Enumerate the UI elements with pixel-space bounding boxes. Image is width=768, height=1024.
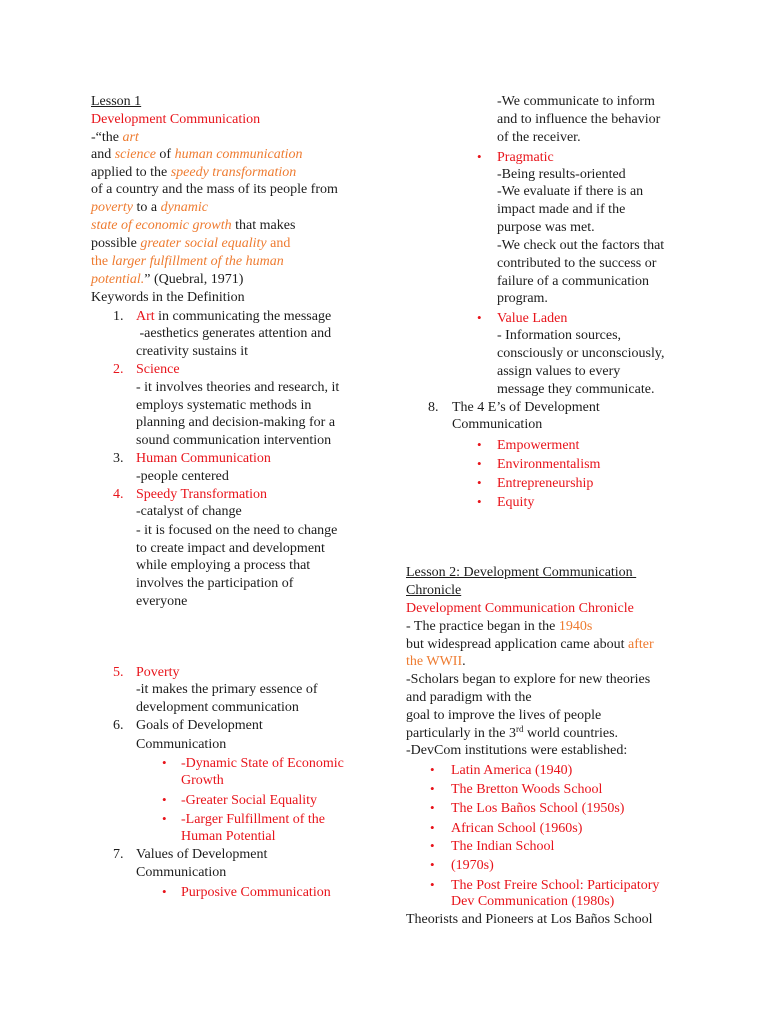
bullet-marker: • — [430, 762, 435, 777]
keyword-description: while employing a process that — [136, 558, 311, 573]
value-bullet — [477, 309, 567, 327]
keyword-description: everyone — [136, 594, 188, 609]
keyword-description: involves the participation of — [136, 576, 294, 591]
lesson1-heading: Lesson 1 — [91, 94, 142, 109]
institution-text: (1970s) — [451, 858, 494, 873]
list-number: 8. — [428, 400, 439, 415]
paragraph-line: -Scholars began to explore for new theories — [406, 672, 651, 687]
goal-text: Growth — [181, 773, 224, 788]
four-es-text: Equity — [497, 495, 535, 510]
bullet-marker: • — [430, 800, 435, 815]
value-description: and to influence the behavior — [497, 112, 661, 127]
list-number: 3. — [113, 451, 124, 466]
value-description: -We check out the factors that — [497, 238, 665, 253]
keyword-item-human-communication — [113, 450, 271, 468]
institution-text: The Indian School — [451, 839, 555, 854]
definition-line — [91, 253, 284, 271]
goal-bullet — [162, 754, 344, 772]
definition-term: and — [266, 236, 291, 251]
four-es-text: Entrepreneurship — [497, 476, 594, 491]
definition-line — [91, 271, 243, 289]
four-es-text: Empowerment — [497, 438, 580, 453]
definition-line — [91, 199, 208, 217]
definition-term: human communication — [174, 147, 303, 162]
bullet-marker: • — [477, 456, 482, 471]
closing-line: Theorists and Pioneers at Los Baños School — [406, 912, 653, 927]
value-description: assign values to every — [497, 364, 621, 379]
bullet-marker: • — [430, 838, 435, 853]
institution-bullet — [430, 856, 494, 874]
keyword-label: Science — [136, 362, 180, 377]
definition-line — [91, 235, 290, 253]
bullet-marker: • — [162, 811, 167, 826]
keyword-description: - it involves theories and research, it — [136, 380, 340, 395]
institution-bullet — [430, 761, 572, 779]
keywords-heading: Keywords in the Definition — [91, 290, 245, 305]
definition-text: and — [91, 147, 115, 162]
lesson2-title: Development Communication Chronicle — [406, 601, 634, 616]
keyword-label: Speedy Transformation — [136, 487, 268, 502]
lesson1-title: Development Communication — [91, 112, 261, 127]
lesson2-heading: Lesson 2: Development Communication — [406, 565, 637, 580]
value-label: Purposive Communication — [181, 885, 331, 900]
paragraph-line — [406, 636, 654, 654]
keyword-description: employs systematic methods in — [136, 398, 312, 413]
item-heading: Communication — [136, 865, 227, 880]
goal-text: -Larger Fulfillment of the — [181, 812, 325, 827]
value-description: message they communicate. — [497, 382, 655, 397]
definition-term: potential. — [91, 272, 145, 287]
item-heading: Communication — [452, 417, 543, 432]
ordinal-superscript: rd — [516, 724, 524, 734]
list-number: 4. — [113, 487, 124, 502]
institution-text: The Post Freire School: Participatory — [451, 878, 660, 893]
definition-line — [91, 217, 295, 235]
value-description: program. — [497, 291, 548, 306]
paragraph-text: but widespread application came about — [406, 637, 628, 652]
value-bullet — [162, 883, 331, 901]
definition-text: of — [155, 147, 175, 162]
bullet-marker: • — [430, 781, 435, 796]
keyword-item-speedy-transformation — [113, 486, 267, 504]
list-number: 1. — [113, 309, 124, 324]
keyword-description: -catalyst of change — [136, 504, 242, 519]
definition-text: of a country and the mass of its people from — [91, 182, 338, 197]
goal-text: -Dynamic State of Economic — [181, 756, 344, 771]
keyword-item-science — [113, 361, 180, 379]
bullet-marker: • — [477, 149, 482, 164]
bullet-marker: • — [477, 437, 482, 452]
definition-line — [91, 146, 303, 164]
institution-text: Latin America (1940) — [451, 763, 573, 778]
definition-text: that makes — [231, 218, 296, 233]
bullet-marker: • — [162, 792, 167, 807]
keyword-label-rest: in communicating the message — [154, 309, 332, 324]
keyword-description: planning and decision-making for a — [136, 415, 336, 430]
bullet-marker: • — [430, 820, 435, 835]
four-es-bullet — [477, 436, 579, 454]
paragraph-highlight: after — [627, 637, 654, 652]
bullet-marker: • — [477, 494, 482, 509]
value-description: -We evaluate if there is an — [497, 184, 644, 199]
bullet-marker: • — [477, 475, 482, 490]
paragraph-highlight: the WWII — [406, 654, 463, 669]
definition-term: dynamic — [160, 200, 209, 215]
keyword-item-art — [113, 308, 331, 326]
list-number: 2. — [113, 362, 124, 377]
keyword-item-four-es — [428, 399, 600, 417]
value-description: -Being results-oriented — [497, 167, 626, 182]
keyword-label: Poverty — [136, 665, 180, 680]
keyword-item-values — [113, 846, 267, 864]
definition-line — [91, 164, 296, 182]
institution-bullet — [430, 837, 554, 855]
keyword-description: development communication — [136, 700, 299, 715]
value-bullet — [477, 148, 554, 166]
keyword-description: sound communication intervention — [136, 433, 332, 448]
bullet-marker: • — [477, 310, 482, 325]
institution-bullet — [430, 799, 624, 817]
institution-bullet — [430, 876, 659, 894]
institution-text: African School (1960s) — [451, 821, 583, 836]
definition-citation: ” (Quebral, 1971) — [144, 272, 244, 287]
paragraph-highlight: 1940s — [558, 619, 593, 634]
institution-text: The Los Baños School (1950s) — [451, 801, 625, 816]
paragraph-text: . — [462, 654, 466, 669]
paragraph-line — [406, 653, 466, 671]
item-heading: The 4 E’s of Development — [452, 400, 600, 415]
definition-line — [91, 181, 338, 199]
institution-bullet — [430, 819, 582, 837]
definition-term: poverty — [91, 200, 133, 215]
definition-term: larger fulfillment of the human — [111, 254, 284, 269]
list-number: 6. — [113, 718, 124, 733]
paragraph-text: world countries. — [523, 726, 619, 741]
definition-term: the — [91, 254, 112, 269]
keyword-description: -aesthetics generates attention and — [136, 326, 332, 341]
definition-line — [91, 129, 139, 147]
definition-text: possible — [91, 236, 141, 251]
four-es-bullet — [477, 455, 600, 473]
bullet-marker: • — [430, 857, 435, 872]
keyword-description: -it makes the primary essence of — [136, 682, 318, 697]
paragraph-text: particularly in the 3 — [406, 726, 517, 741]
definition-term: science — [114, 147, 156, 162]
goal-bullet — [162, 791, 317, 809]
value-description: failure of a communication — [497, 274, 649, 289]
goal-bullet — [162, 810, 325, 828]
goal-text: Human Potential — [181, 829, 276, 844]
item-heading: Values of Development — [136, 847, 268, 862]
keyword-item-goals — [113, 717, 263, 735]
definition-term: greater social equality — [140, 236, 267, 251]
list-number: 7. — [113, 847, 124, 862]
item-heading: Goals of Development — [136, 718, 263, 733]
keyword-label: Human Communication — [136, 451, 271, 466]
value-description: purpose was met. — [497, 220, 595, 235]
item-heading: Communication — [136, 737, 227, 752]
definition-term: speedy transformation — [170, 165, 297, 180]
bullet-marker: • — [162, 755, 167, 770]
institution-text: Dev Communication (1980s) — [451, 894, 615, 909]
paragraph-line — [406, 618, 592, 636]
keyword-description: - it is focused on the need to change — [136, 523, 338, 538]
lesson2-heading: Chronicle — [406, 583, 462, 598]
definition-text: to a — [132, 200, 161, 215]
goal-text: -Greater Social Equality — [181, 793, 318, 808]
paragraph-line — [406, 725, 618, 743]
keyword-description: to create impact and development — [136, 541, 325, 556]
paragraph-line: -DevCom institutions were established: — [406, 743, 628, 758]
value-description: contributed to the success or — [497, 256, 657, 271]
keyword-label: Art — [136, 309, 155, 324]
paragraph-line: and paradigm with the — [406, 690, 532, 705]
definition-text: applied to the — [91, 165, 171, 180]
value-label: Pragmatic — [497, 150, 554, 165]
institution-text: The Bretton Woods School — [451, 782, 603, 797]
value-description: consciously or unconsciously, — [497, 346, 665, 361]
value-description: impact made and if the — [497, 202, 626, 217]
keyword-item-poverty — [113, 664, 180, 682]
institution-bullet — [430, 780, 602, 798]
value-description: of the receiver. — [497, 130, 581, 145]
paragraph-text: - The practice began in the — [406, 619, 559, 634]
bullet-marker: • — [430, 877, 435, 892]
keyword-description: -people centered — [136, 469, 229, 484]
bullet-marker: • — [162, 884, 167, 899]
paragraph-line: goal to improve the lives of people — [406, 708, 602, 723]
four-es-text: Environmentalism — [497, 457, 601, 472]
value-description: - Information sources, — [497, 328, 622, 343]
value-label: Value Laden — [497, 311, 568, 326]
keyword-description: creativity sustains it — [136, 344, 248, 359]
list-number: 5. — [113, 665, 124, 680]
definition-text: -“the — [91, 130, 123, 145]
value-description: -We communicate to inform — [497, 94, 655, 109]
four-es-bullet — [477, 474, 593, 492]
definition-term: state of economic growth — [91, 218, 232, 233]
four-es-bullet — [477, 493, 534, 511]
definition-term: art — [122, 130, 139, 145]
